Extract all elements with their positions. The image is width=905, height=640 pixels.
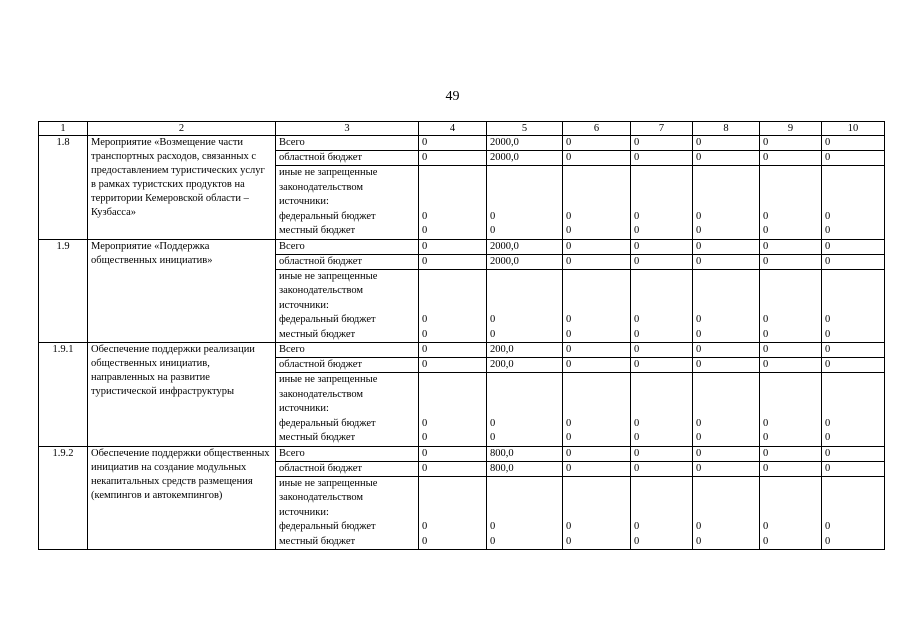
header-cell: 7: [631, 122, 693, 136]
value-cell: 800,0: [487, 446, 563, 461]
funding-source-line: законодательством: [279, 388, 364, 400]
value-cell: 0: [693, 239, 760, 254]
value-cell: 0: [693, 254, 760, 269]
funding-source: Всего: [276, 343, 419, 358]
header-cell: 8: [693, 122, 760, 136]
value-cell: [631, 373, 693, 447]
funding-source: Всего: [276, 239, 419, 254]
value-cell: 0: [822, 446, 885, 461]
value-cell: [822, 269, 885, 343]
value-cell: [693, 166, 760, 240]
funding-source: Всего: [276, 446, 419, 461]
funding-source-line: источники:: [279, 506, 329, 518]
value-cell: [631, 476, 693, 550]
value-cell: 2000,0: [487, 254, 563, 269]
value-cell: 0: [563, 461, 631, 476]
local-value: 0: [490, 225, 496, 236]
funding-source: областной бюджет: [276, 461, 419, 476]
federal-value: 0: [490, 314, 496, 325]
value-cell: 0: [419, 136, 487, 151]
federal-value: 0: [566, 210, 572, 222]
federal-value: 0: [825, 210, 831, 222]
value-cell: [631, 166, 693, 240]
funding-source: областной бюджет: [276, 358, 419, 373]
table-row: [39, 136, 885, 151]
value-cell: 0: [693, 446, 760, 461]
value-cell: [693, 373, 760, 447]
item-number: 1.8: [39, 136, 88, 240]
value-cell: 0: [631, 136, 693, 151]
federal-value: 0: [696, 314, 702, 325]
federal-value: 0: [763, 521, 769, 532]
value-cell: [487, 476, 563, 550]
federal-value: 0: [634, 314, 640, 325]
local-value: 0: [634, 432, 640, 443]
local-value: 0: [490, 432, 496, 443]
funding-source-line: законодательством: [279, 285, 364, 296]
value-cell: 0: [822, 343, 885, 358]
value-cell: 0: [419, 358, 487, 373]
value-cell: 0: [563, 254, 631, 269]
funding-source: [276, 373, 419, 447]
value-cell: 0: [631, 151, 693, 166]
value-cell: 0: [631, 239, 693, 254]
local-value: 0: [825, 432, 831, 443]
local-value: 0: [634, 225, 640, 236]
funding-source-line: местный бюджет: [279, 328, 356, 340]
value-cell: 0: [693, 358, 760, 373]
federal-value: 0: [763, 314, 769, 325]
local-value: 0: [763, 432, 769, 443]
local-value: 0: [566, 535, 572, 547]
table-body: [39, 136, 885, 550]
federal-value: 0: [696, 417, 702, 429]
local-value: 0: [566, 432, 572, 443]
local-value: 0: [422, 328, 428, 340]
value-cell: [419, 476, 487, 550]
value-cell: 0: [760, 254, 822, 269]
value-cell: [631, 269, 693, 343]
value-cell: 2000,0: [487, 136, 563, 151]
page-number: 49: [445, 89, 460, 104]
federal-value: 0: [825, 521, 831, 532]
funding-source-line: федеральный бюджет: [279, 521, 376, 532]
value-cell: [822, 476, 885, 550]
value-cell: 800,0: [487, 461, 563, 476]
federal-value: 0: [422, 210, 428, 222]
table-row: [39, 343, 885, 358]
value-cell: 0: [419, 461, 487, 476]
value-cell: [487, 166, 563, 240]
value-cell: 0: [419, 446, 487, 461]
local-value: 0: [566, 225, 572, 236]
local-value: 0: [490, 328, 496, 340]
table-row: [39, 239, 885, 254]
value-cell: [760, 373, 822, 447]
header-cell: 3: [276, 122, 419, 136]
value-cell: [563, 269, 631, 343]
value-cell: 0: [693, 136, 760, 151]
local-value: 0: [422, 535, 428, 547]
local-value: 0: [696, 328, 702, 340]
value-cell: [419, 166, 487, 240]
local-value: 0: [825, 328, 831, 340]
value-cell: 0: [563, 343, 631, 358]
funding-source-line: источники:: [279, 299, 329, 311]
federal-value: 0: [696, 210, 702, 222]
value-cell: [760, 166, 822, 240]
value-cell: [693, 476, 760, 550]
value-cell: 2000,0: [487, 239, 563, 254]
value-cell: 0: [419, 343, 487, 358]
funding-source: областной бюджет: [276, 151, 419, 166]
federal-value: 0: [422, 521, 428, 532]
value-cell: [822, 166, 885, 240]
local-value: 0: [696, 432, 702, 443]
funding-source-line: иные не запрещенные: [279, 167, 378, 178]
funding-source-line: иные не запрещенные: [279, 477, 378, 489]
header-cell: 9: [760, 122, 822, 136]
local-value: 0: [763, 535, 769, 547]
federal-value: 0: [566, 521, 572, 532]
funding-source-line: федеральный бюджет: [279, 210, 376, 222]
funding-source-line: законодательством: [279, 492, 364, 503]
header-cell: 2: [88, 122, 276, 136]
item-number: 1.9.1: [39, 343, 88, 447]
federal-value: 0: [422, 314, 428, 325]
value-cell: [563, 373, 631, 447]
value-cell: 0: [822, 136, 885, 151]
value-cell: 0: [419, 151, 487, 166]
value-cell: [760, 269, 822, 343]
funding-source-line: иные не запрещенные: [279, 374, 378, 385]
value-cell: 0: [693, 151, 760, 166]
federal-value: 0: [490, 210, 496, 222]
federal-value: 0: [763, 210, 769, 222]
value-cell: [760, 476, 822, 550]
value-cell: [693, 269, 760, 343]
item-name: Мероприятие «Поддержка общественных инициатив»: [88, 239, 276, 343]
value-cell: 0: [760, 151, 822, 166]
funding-source-line: законодательством: [279, 181, 364, 193]
value-cell: 0: [760, 239, 822, 254]
funding-source-line: источники:: [279, 403, 329, 414]
funding-source-line: федеральный бюджет: [279, 314, 376, 325]
item-number: 1.9: [39, 239, 88, 343]
value-cell: 200,0: [487, 343, 563, 358]
local-value: 0: [696, 225, 702, 236]
value-cell: 0: [822, 358, 885, 373]
federal-value: 0: [566, 314, 572, 325]
header-cell: 5: [487, 122, 563, 136]
local-value: 0: [634, 328, 640, 340]
federal-value: 0: [634, 521, 640, 532]
local-value: 0: [825, 225, 831, 236]
value-cell: 0: [760, 461, 822, 476]
value-cell: 0: [631, 358, 693, 373]
table-row: [39, 446, 885, 461]
funding-source: [276, 166, 419, 240]
budget-table: [38, 121, 885, 550]
item-name: Мероприятие «Возмещение части транспортных расходов, связанных с предоставлением туристических услуг в рамках туристских продуктов на территории Кемеровской области – Кузбасса»: [88, 136, 276, 240]
local-value: 0: [825, 535, 831, 547]
header-cell: 6: [563, 122, 631, 136]
funding-source-line: федеральный бюджет: [279, 417, 376, 429]
local-value: 0: [490, 535, 496, 547]
value-cell: 0: [631, 461, 693, 476]
local-value: 0: [696, 535, 702, 547]
value-cell: 0: [693, 461, 760, 476]
federal-value: 0: [490, 417, 496, 429]
local-value: 0: [422, 432, 428, 443]
value-cell: 0: [563, 136, 631, 151]
header-cell: 10: [822, 122, 885, 136]
value-cell: 0: [419, 254, 487, 269]
value-cell: 200,0: [487, 358, 563, 373]
federal-value: 0: [825, 314, 831, 325]
local-value: 0: [634, 535, 640, 547]
value-cell: [487, 269, 563, 343]
header-row: [39, 122, 885, 136]
funding-source: [276, 476, 419, 550]
federal-value: 0: [696, 521, 702, 532]
value-cell: 0: [822, 461, 885, 476]
federal-value: 0: [763, 417, 769, 429]
funding-source: Всего: [276, 136, 419, 151]
value-cell: [419, 269, 487, 343]
value-cell: 0: [563, 358, 631, 373]
value-cell: [563, 476, 631, 550]
value-cell: 0: [631, 343, 693, 358]
value-cell: 0: [419, 239, 487, 254]
value-cell: 0: [563, 151, 631, 166]
value-cell: 0: [822, 239, 885, 254]
item-name: Обеспечение поддержки реализации общественных инициатив, направленных на развитие туристической инфраструктуры: [88, 343, 276, 447]
value-cell: 0: [760, 446, 822, 461]
header-cell: 1: [39, 122, 88, 136]
value-cell: 0: [760, 358, 822, 373]
funding-source: областной бюджет: [276, 254, 419, 269]
value-cell: 0: [760, 343, 822, 358]
local-value: 0: [763, 225, 769, 236]
value-cell: 2000,0: [487, 151, 563, 166]
local-value: 0: [422, 225, 428, 236]
value-cell: [563, 166, 631, 240]
federal-value: 0: [634, 210, 640, 222]
federal-value: 0: [422, 417, 428, 429]
federal-value: 0: [566, 417, 572, 429]
value-cell: [419, 373, 487, 447]
value-cell: [487, 373, 563, 447]
value-cell: 0: [822, 254, 885, 269]
value-cell: 0: [631, 254, 693, 269]
federal-value: 0: [634, 417, 640, 429]
value-cell: 0: [693, 343, 760, 358]
value-cell: 0: [760, 136, 822, 151]
local-value: 0: [566, 328, 572, 340]
header-cell: 4: [419, 122, 487, 136]
funding-source: [276, 269, 419, 343]
value-cell: 0: [563, 446, 631, 461]
value-cell: [822, 373, 885, 447]
value-cell: 0: [631, 446, 693, 461]
value-cell: 0: [563, 239, 631, 254]
item-name: Обеспечение поддержки общественных инициатив на создание модульных некапитальных средств размещения (кемпингов и автокемпингов): [88, 446, 276, 550]
federal-value: 0: [490, 521, 496, 532]
federal-value: 0: [825, 417, 831, 429]
local-value: 0: [763, 328, 769, 340]
funding-source-line: местный бюджет: [279, 432, 356, 443]
value-cell: 0: [822, 151, 885, 166]
item-number: 1.9.2: [39, 446, 88, 550]
funding-source-line: источники:: [279, 196, 329, 207]
funding-source-line: местный бюджет: [279, 225, 356, 236]
funding-source-line: местный бюджет: [279, 535, 356, 547]
funding-source-line: иные не запрещенные: [279, 270, 378, 282]
